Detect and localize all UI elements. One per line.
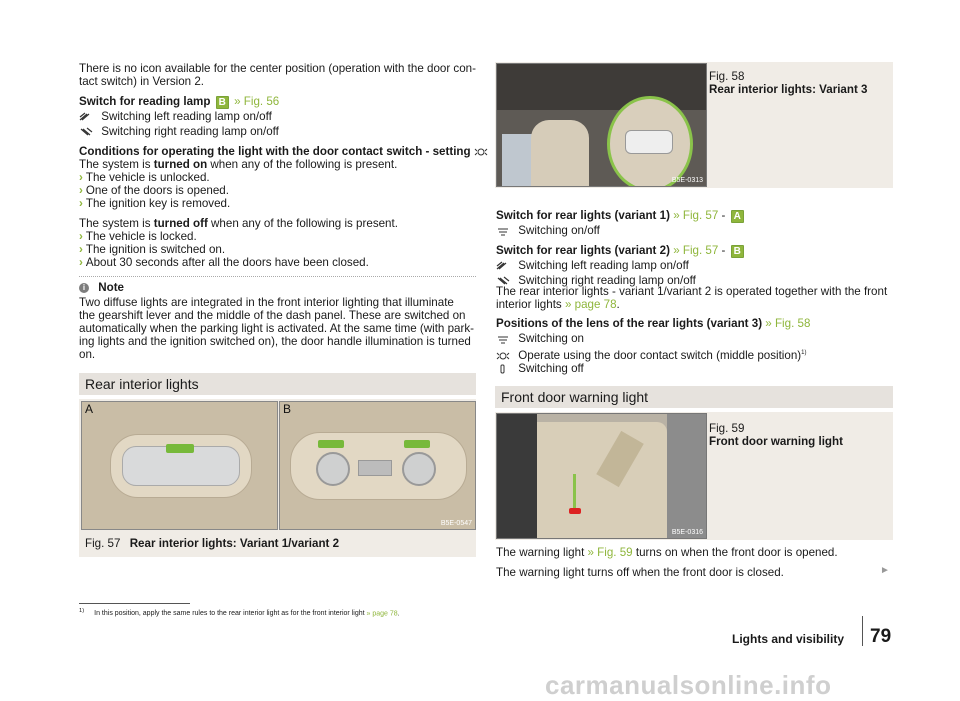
on-item-3 [79,197,230,210]
off-item-3 [79,256,369,269]
note-line-5: on. [79,348,96,361]
positions-item-2-text: Operate using the door contact switch (middle position) [518,348,802,362]
note-title [79,281,124,294]
fig56-link[interactable]: » Fig. 56 [234,95,280,108]
intro-line-2: tact switch) in Version 2. [79,75,205,88]
fig58-link[interactable]: » Fig. 58 [765,317,811,330]
off-suffix: when any of the following is present. [207,217,398,230]
off-item-3-text: About 30 seconds after all the doors have been closed. [85,256,369,269]
variant2-item-1-text: Switching left reading lamp on/off [518,259,689,272]
fig57-panel-a [81,401,278,530]
conditions-heading [79,145,488,158]
green-switch-b-right [404,440,430,448]
on-prefix: The system is [79,158,154,171]
key-a-badge: A [731,210,744,223]
right-lamp-icon [79,127,93,137]
fig59-image [496,413,707,539]
off-item-1-text: The vehicle is locked. [85,230,197,243]
figure-58 [495,62,893,188]
footnote [79,607,400,618]
right-spot-lamp [402,452,436,486]
continue-arrow-icon: ► [880,565,890,576]
fig57-link-a[interactable]: » Fig. 57 [673,209,719,222]
variant2-item-2-text: Switching right reading lamp on/off [518,274,696,287]
left-spot-lamp [316,452,350,486]
fig59-num: Fig. 59 [709,422,745,435]
light-on-icon [496,334,510,344]
positions-heading [496,317,810,330]
fig57-code: B5E-0547 [440,520,472,527]
fig57-link-b[interactable]: » Fig. 57 [673,244,719,257]
fig57-caption [85,537,339,550]
on-sentence [79,158,397,171]
fig58-code: B5E-0313 [671,177,703,184]
door-edge [497,414,537,538]
key-b-badge: B [731,245,744,258]
fig57-num: Fig. 57 [85,537,121,550]
bullet-arrow-icon: › [79,230,83,243]
warning-off-line: The warning light turns off when the front door is closed. [496,566,784,579]
operated-prefix: interior lights [496,298,565,311]
operated-line-2 [496,298,620,311]
on-suffix: when any of the following is present. [207,158,398,171]
door-panel [537,422,667,538]
operated-line-1: The rear interior lights - variant 1/variant 2 is operated together with the front [496,285,888,298]
green-switch-a [166,444,194,453]
on-item-2-text: One of the doors is opened. [85,184,229,197]
on-item-3-text: The ignition key is removed. [85,197,231,210]
green-switch-b-left [318,440,344,448]
positions-item-2 [496,347,806,362]
fig57-caption-text: Rear interior lights: Variant 1/variant 2 [129,537,340,550]
reading-lamp-heading [79,95,279,109]
positions-item-1 [496,332,584,345]
variant2-heading-text: Switch for rear lights (variant 2) [496,244,670,257]
page-number: 79 [870,626,892,647]
positions-item-3-text: Switching off [518,362,584,375]
reading-lamp-heading-text: Switch for reading lamp [79,95,211,108]
on-item-1 [79,171,210,184]
off-bold: turned off [153,217,208,230]
bullet-arrow-icon: › [79,171,83,184]
variant2-heading [496,244,746,258]
variant1-heading-text: Switch for rear lights (variant 1) [496,209,670,222]
intro-line-1: There is no icon available for the center position (operation with the door con- [79,62,476,75]
footnote-text: In this position, apply the same rules to the rear interior light as for the front interior light [94,610,367,618]
positions-heading-text: Positions of the lens of the rear lights (variant 3) [496,317,763,330]
warning-on-suffix: turns on when the front door is opened. [632,546,838,559]
section-rear-interior-lights [79,373,476,395]
positions-item-1-text: Switching on [518,332,584,345]
positions-item-3 [496,362,584,375]
note-line-1: Two diffuse lights are integrated in the front interior lighting that illuminate [79,296,454,309]
footnote-mark: 1) [79,608,85,614]
car-body [667,414,706,538]
note-line-2: the gearshift lever and the middle of the dash panel. These are switched on [79,309,466,322]
fig59-link[interactable]: » Fig. 59 [587,546,633,559]
chapter-title: Lights and visibility [732,632,845,646]
key-b-badge: B [216,96,229,109]
note-divider [79,276,476,277]
variant1-item-1-text: Switching on/off [518,224,600,237]
warning-on-prefix: The warning light [496,546,588,559]
on-bold: turned on [153,158,208,171]
section-front-door-warning-light [495,386,893,408]
page-number-divider [862,616,863,646]
variant1-heading [496,209,746,223]
rear-light-icon [496,226,510,236]
variant1-item-1 [496,224,600,237]
fig57-panel-b [279,401,476,530]
figure-59 [495,412,893,540]
bullet-arrow-icon: › [79,256,83,269]
fig58-image [496,63,707,187]
footnote-sup: 1) [801,350,807,356]
pointer-arrow [573,474,576,508]
off-item-2-text: The ignition is switched on. [85,243,226,256]
figure-57 [79,399,476,557]
fig59-caption: Front door warning light [709,435,843,448]
fig57-label-b: B [283,402,292,416]
info-icon: i [79,283,89,293]
red-warning-light [569,508,581,514]
off-prefix: The system is [79,217,154,230]
fig57-label-a: A [85,402,94,416]
section-title: Front door warning light [501,389,649,405]
on-item-2 [79,184,229,197]
variant2-dash: - [718,244,729,257]
operated-suffix: . [616,298,620,311]
reading-item-1-text: Switching left reading lamp on/off [101,110,272,123]
headrest [531,120,589,186]
watermark: carmanualsonline.info [545,670,832,700]
footnote-end: . [397,610,400,618]
bullet-arrow-icon: › [79,197,83,210]
variant2-item-1 [496,259,689,272]
note-line-4: ing lights and the ignition switched on), the door handle illumination is turned [79,335,471,348]
light-off-icon [496,364,510,374]
page78-link[interactable]: » page 78 [564,298,617,311]
reading-item-1 [79,110,272,123]
bullet-arrow-icon: › [79,243,83,256]
reading-item-2-text: Switching right reading lamp on/off [101,125,279,138]
left-lamp-icon [79,112,93,122]
center-lens-b [358,460,392,476]
footnote-rule [79,603,190,604]
off-sentence [79,217,398,230]
reading-item-2 [79,125,279,138]
note-title-text: Note [98,281,124,294]
left-lamp-icon [496,261,510,271]
section-title: Rear interior lights [85,376,199,392]
fig59-code: B5E-0316 [671,529,703,536]
warning-on-line [496,546,838,559]
door-contact-icon [474,147,488,157]
fig58-caption: Rear interior lights: Variant 3 [709,83,868,96]
note-line-3: automatically when the parking light is activated. At the same time (with park- [79,322,475,335]
conditions-heading-text: Conditions for operating the light with the door contact switch - setting [79,145,471,158]
sunroof-area [497,64,706,110]
door-contact-icon [496,351,510,361]
lamp-lens-variant3 [625,130,673,154]
bullet-arrow-icon: › [79,184,83,197]
on-item-1-text: The vehicle is unlocked. [85,171,210,184]
off-item-2 [79,243,225,256]
off-item-1 [79,230,197,243]
footnote-page78-link[interactable]: » page 78 [366,610,398,618]
fig58-num: Fig. 58 [709,70,745,83]
variant1-dash: - [718,209,729,222]
